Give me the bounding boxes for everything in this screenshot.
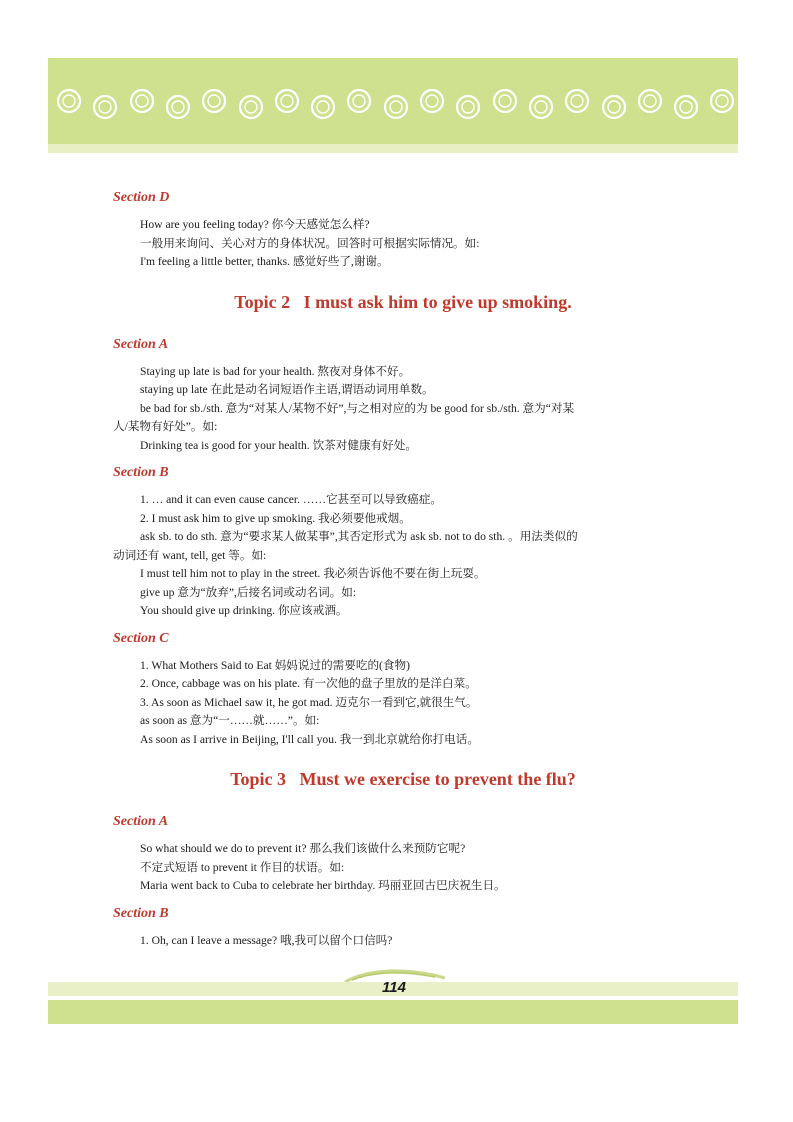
header-circle-icon bbox=[310, 94, 336, 120]
text-line: I'm feeling a little better, thanks. 感觉好些了,谢谢。 bbox=[140, 255, 389, 268]
header-circle-icon bbox=[637, 88, 663, 114]
section-heading: Section B bbox=[113, 465, 169, 480]
topic-heading: Topic 2 I must ask him to give up smoking. bbox=[234, 291, 572, 312]
section-heading: Section D bbox=[113, 190, 170, 205]
header-circle-icon bbox=[201, 88, 227, 114]
text-line: 1. … and it can even cause cancer. ……它甚至可以导致癌症。 bbox=[140, 493, 443, 506]
header-circle-icon bbox=[274, 88, 300, 114]
text-line: give up 意为“放弃”,后接名词或动名词。如: bbox=[140, 585, 357, 599]
text-line: I must tell him not to play in the street. 我必须告诉他不要在街上玩耍。 bbox=[140, 567, 486, 580]
text-line: Staying up late is bad for your health. 熬夜对身体不好。 bbox=[140, 364, 411, 378]
section-heading: Section C bbox=[113, 630, 169, 646]
section-heading: Section A bbox=[113, 814, 169, 829]
topic-heading: Topic 3 Must we exercise to prevent the flu? bbox=[230, 769, 576, 789]
text-line: be bad for sb./sth. 意为“对某人/某物不好”,与之相对应的为 be good for sb./sth. 意为“对某 bbox=[140, 401, 575, 415]
footer-band bbox=[48, 1000, 738, 1024]
text-line: 1. Oh, can I leave a message? 哦,我可以留个口信吗? bbox=[140, 933, 393, 947]
header-circle-icon bbox=[129, 88, 155, 114]
header-circle-icon bbox=[455, 94, 481, 120]
text-line: 1. What Mothers Said to Eat 妈妈说过的需要吃的(食物) bbox=[140, 658, 410, 672]
text-line: 人/某物有好处”。如: bbox=[113, 420, 218, 433]
header-circle-icon bbox=[346, 88, 372, 114]
header-circle-icon bbox=[238, 94, 264, 120]
section-heading: Section B bbox=[113, 905, 169, 921]
text-line: 不定式短语 to prevent it 作目的状语。如: bbox=[140, 860, 345, 874]
header-strip bbox=[48, 144, 738, 153]
page-number: 114 bbox=[382, 979, 406, 996]
header-circle-row bbox=[48, 58, 738, 144]
header-circle-icon bbox=[601, 94, 627, 120]
header-circle-icon bbox=[709, 88, 735, 114]
text-line: So what should we do to prevent it? 那么我们该做什么来预防它呢? bbox=[140, 842, 466, 855]
text-line: As soon as I arrive in Beijing, I'll call you. 我一到北京就给你打电话。 bbox=[140, 732, 479, 746]
text-line: 动词还有 want, tell, get 等。如: bbox=[113, 548, 267, 562]
text-line: staying up late 在此是动名词短语作主语,谓语动词用单数。 bbox=[140, 383, 434, 396]
header-circle-icon bbox=[564, 88, 590, 114]
text-line: Maria went back to Cuba to celebrate her birthday. 玛丽亚回古巴庆祝生日。 bbox=[140, 879, 506, 892]
text-line: You should give up drinking. 你应该戒酒。 bbox=[140, 604, 348, 617]
header-circle-icon bbox=[92, 94, 118, 120]
header-circle-icon bbox=[56, 88, 82, 114]
text-line: as soon as 意为“一……就……”。如: bbox=[140, 714, 320, 727]
text-line: ask sb. to do sth. 意为“要求某人做某事”,其否定形式为 ask sb. not to do sth. 。用法类似的 bbox=[140, 530, 578, 543]
text-line: 3. As soon as Michael saw it, he got mad. 迈克尔一看到它,就很生气。 bbox=[140, 695, 478, 709]
header-circle-icon bbox=[419, 88, 445, 114]
text-line: 2. I must ask him to give up smoking. 我必须要他戒烟。 bbox=[140, 511, 411, 525]
header-circle-icon bbox=[492, 88, 518, 114]
header-circle-icon bbox=[673, 94, 699, 120]
section-heading: Section A bbox=[113, 336, 169, 352]
page-content bbox=[113, 190, 693, 950]
header-circle-icon bbox=[383, 94, 409, 120]
text-line: 2. Once, cabbage was on his plate. 有一次他的盘子里放的是洋白菜。 bbox=[140, 677, 477, 690]
text-line: 一般用来询问、关心对方的身体状况。回答时可根据实际情况。如: bbox=[140, 236, 480, 250]
header-circle-icon bbox=[165, 94, 191, 120]
text-line: Drinking tea is good for your health. 饮茶对健康有好处。 bbox=[140, 438, 417, 452]
text-line: How are you feeling today? 你今天感觉怎么样? bbox=[140, 218, 370, 231]
header-circle-icon bbox=[528, 94, 554, 120]
